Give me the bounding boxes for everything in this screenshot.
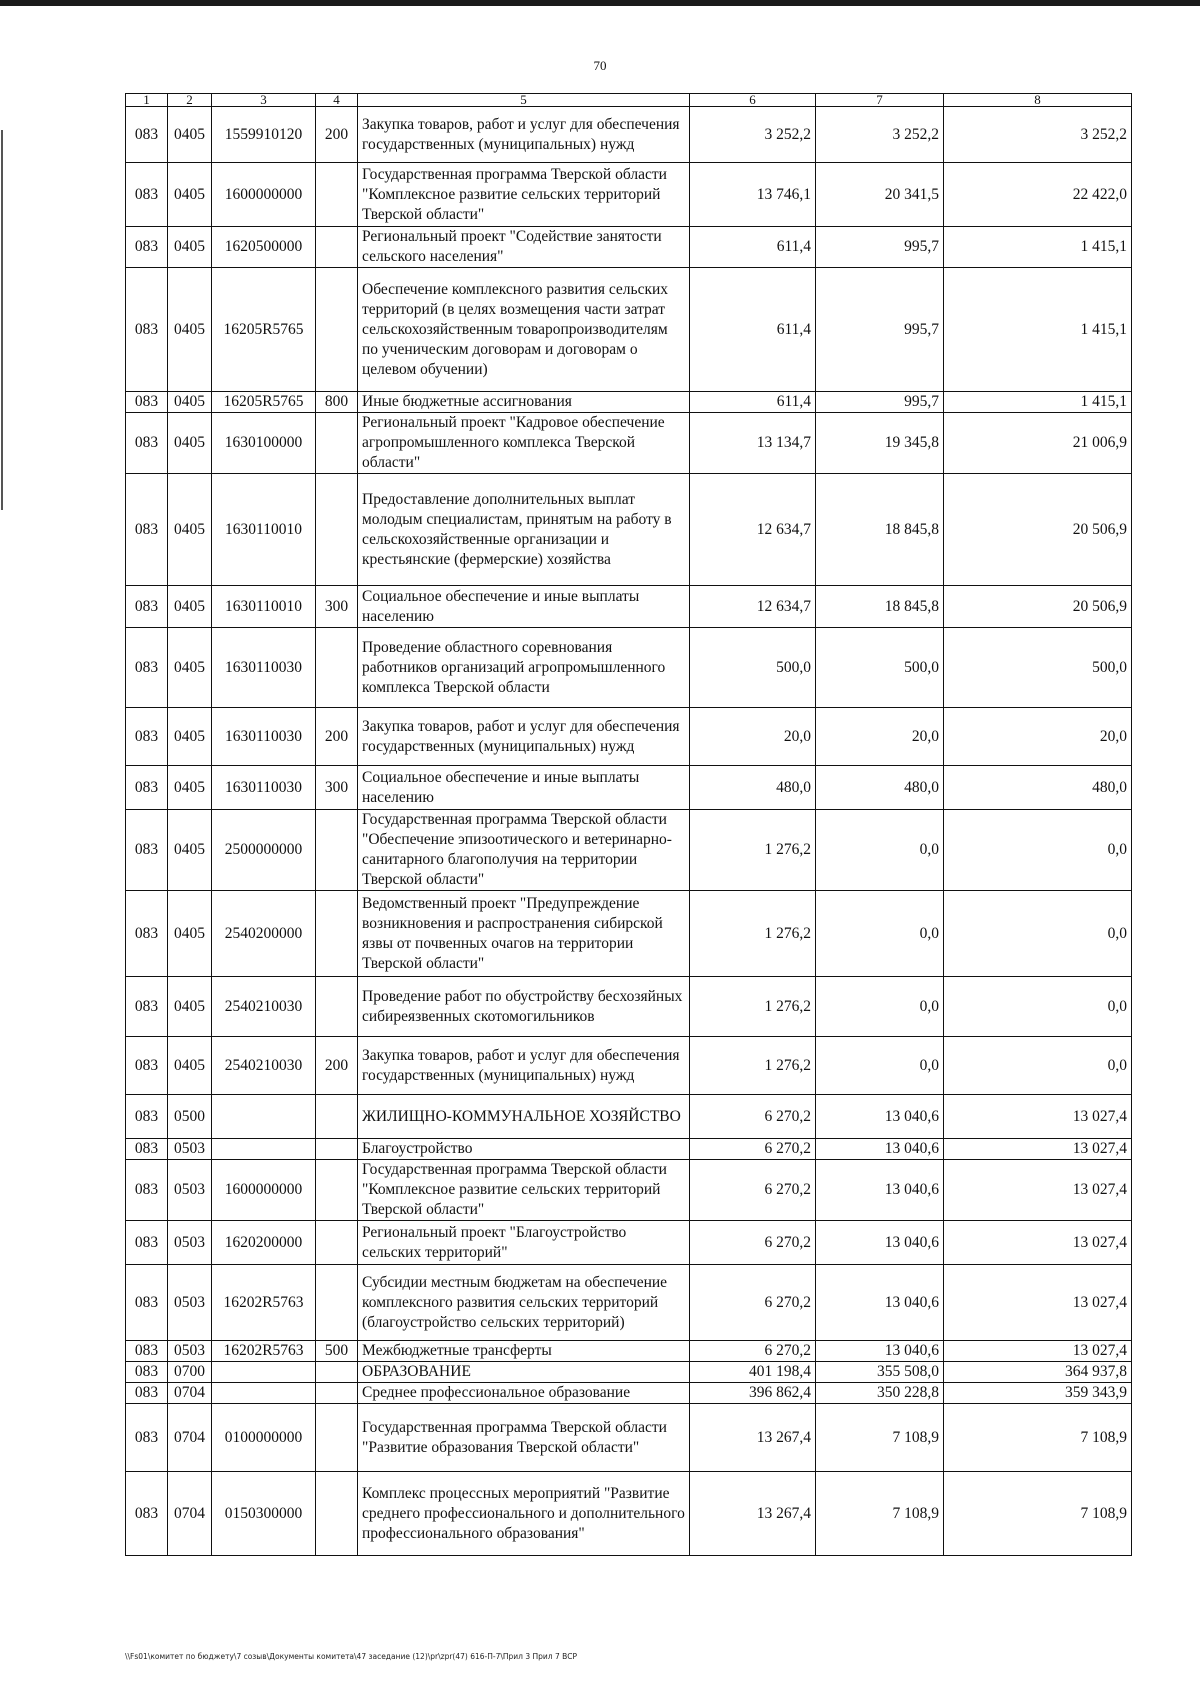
- cell-amount-year1: 401 198,4: [690, 1362, 816, 1383]
- cell-expense-type: [316, 977, 358, 1037]
- cell-section-code: 0405: [168, 107, 212, 163]
- cell-target-article: 16202R5763: [212, 1265, 316, 1341]
- cell-expense-type: [316, 474, 358, 586]
- table-row: [126, 810, 1132, 891]
- cell-section-code: 0503: [168, 1139, 212, 1160]
- table-row: [126, 586, 1132, 628]
- cell-expense-type: [316, 163, 358, 227]
- cell-name: Субсидии местным бюджетам на обеспечение комплексного развития сельских территорий (благоустройство сельских территорий): [358, 1265, 690, 1341]
- cell-admin-code: 083: [126, 413, 168, 474]
- cell-expense-type: [316, 1404, 358, 1472]
- cell-section-code: 0704: [168, 1472, 212, 1556]
- cell-amount-year2: 995,7: [816, 392, 944, 413]
- table-row: [126, 1095, 1132, 1139]
- cell-expense-type: [316, 1160, 358, 1221]
- table-row: [126, 1341, 1132, 1362]
- cell-admin-code: 083: [126, 1362, 168, 1383]
- cell-name: Предоставление дополнительных выплат молодым специалистам, принятым на работу в сельскохозяйственные организации и крестьянские (фермерские) хозяйства: [358, 474, 690, 586]
- cell-admin-code: 083: [126, 977, 168, 1037]
- cell-amount-year3: 13 027,4: [944, 1139, 1132, 1160]
- cell-name: Государственная программа Тверской области "Развитие образования Тверской области": [358, 1404, 690, 1472]
- table-row: [126, 891, 1132, 977]
- cell-admin-code: 083: [126, 107, 168, 163]
- cell-target-article: 2500000000: [212, 810, 316, 891]
- cell-target-article: 1630110030: [212, 628, 316, 708]
- cell-name: Региональный проект "Благоустройство сельских территорий": [358, 1221, 690, 1265]
- cell-amount-year3: 359 343,9: [944, 1383, 1132, 1404]
- cell-amount-year3: 3 252,2: [944, 107, 1132, 163]
- cell-admin-code: 083: [126, 810, 168, 891]
- cell-amount-year1: 611,4: [690, 268, 816, 392]
- cell-expense-type: [316, 891, 358, 977]
- cell-target-article: 1600000000: [212, 163, 316, 227]
- cell-admin-code: 083: [126, 1095, 168, 1139]
- cell-name: Закупка товаров, работ и услуг для обеспечения государственных (муниципальных) нужд: [358, 1037, 690, 1095]
- table-row: [126, 1037, 1132, 1095]
- cell-amount-year1: 13 746,1: [690, 163, 816, 227]
- cell-amount-year3: 1 415,1: [944, 268, 1132, 392]
- cell-admin-code: 083: [126, 1404, 168, 1472]
- cell-expense-type: [316, 628, 358, 708]
- cell-target-article: 2540200000: [212, 891, 316, 977]
- cell-section-code: 0405: [168, 708, 212, 766]
- cell-amount-year2: 13 040,6: [816, 1139, 944, 1160]
- cell-admin-code: 083: [126, 474, 168, 586]
- cell-section-code: 0704: [168, 1404, 212, 1472]
- cell-admin-code: 083: [126, 708, 168, 766]
- cell-admin-code: 083: [126, 586, 168, 628]
- cell-amount-year3: 21 006,9: [944, 413, 1132, 474]
- table-row: [126, 268, 1132, 392]
- cell-amount-year1: 13 267,4: [690, 1472, 816, 1556]
- cell-section-code: 0405: [168, 766, 212, 810]
- cell-amount-year2: 0,0: [816, 810, 944, 891]
- cell-admin-code: 083: [126, 1341, 168, 1362]
- cell-section-code: 0405: [168, 810, 212, 891]
- table-row: [126, 1362, 1132, 1383]
- cell-amount-year2: 995,7: [816, 227, 944, 268]
- table-row: [126, 163, 1132, 227]
- table-row: [126, 628, 1132, 708]
- cell-amount-year3: 7 108,9: [944, 1472, 1132, 1556]
- cell-amount-year1: 6 270,2: [690, 1095, 816, 1139]
- cell-amount-year2: 13 040,6: [816, 1341, 944, 1362]
- cell-admin-code: 083: [126, 268, 168, 392]
- cell-amount-year1: 13 267,4: [690, 1404, 816, 1472]
- cell-target-article: 1620200000: [212, 1221, 316, 1265]
- cell-amount-year3: 13 027,4: [944, 1265, 1132, 1341]
- cell-name: Закупка товаров, работ и услуг для обеспечения государственных (муниципальных) нужд: [358, 107, 690, 163]
- cell-admin-code: 083: [126, 1383, 168, 1404]
- cell-admin-code: 083: [126, 392, 168, 413]
- cell-target-article: [212, 1095, 316, 1139]
- cell-admin-code: 083: [126, 766, 168, 810]
- page-number: 70: [593, 58, 607, 73]
- cell-amount-year1: 13 134,7: [690, 413, 816, 474]
- cell-expense-type: [316, 268, 358, 392]
- cell-amount-year1: 1 276,2: [690, 1037, 816, 1095]
- cell-expense-type: [316, 1265, 358, 1341]
- cell-expense-type: 200: [316, 708, 358, 766]
- cell-amount-year2: 350 228,8: [816, 1383, 944, 1404]
- budget-table: [125, 93, 1132, 1556]
- column-header: 1: [126, 94, 168, 107]
- table-row: [126, 227, 1132, 268]
- cell-amount-year2: 0,0: [816, 891, 944, 977]
- cell-section-code: 0405: [168, 227, 212, 268]
- cell-amount-year1: 1 276,2: [690, 891, 816, 977]
- cell-section-code: 0405: [168, 474, 212, 586]
- cell-amount-year2: 13 040,6: [816, 1265, 944, 1341]
- cell-expense-type: [316, 413, 358, 474]
- cell-target-article: 2540210030: [212, 1037, 316, 1095]
- cell-name: ЖИЛИЩНО-КОММУНАЛЬНОЕ ХОЗЯЙСТВО: [358, 1095, 690, 1139]
- cell-admin-code: 083: [126, 628, 168, 708]
- cell-amount-year2: 13 040,6: [816, 1095, 944, 1139]
- cell-amount-year3: 0,0: [944, 1037, 1132, 1095]
- cell-name: Ведомственный проект "Предупреждение возникновения и распространения сибирской язвы от почвенных очагов на территории Тверской области": [358, 891, 690, 977]
- cell-amount-year2: 13 040,6: [816, 1160, 944, 1221]
- cell-expense-type: 200: [316, 107, 358, 163]
- cell-section-code: 0503: [168, 1341, 212, 1362]
- table-row: [126, 1383, 1132, 1404]
- cell-amount-year2: 7 108,9: [816, 1472, 944, 1556]
- cell-amount-year2: 500,0: [816, 628, 944, 708]
- cell-name: Региональный проект "Содействие занятости сельского населения": [358, 227, 690, 268]
- cell-expense-type: [316, 227, 358, 268]
- cell-section-code: 0503: [168, 1160, 212, 1221]
- cell-amount-year3: 13 027,4: [944, 1221, 1132, 1265]
- cell-section-code: 0405: [168, 413, 212, 474]
- cell-section-code: 0405: [168, 586, 212, 628]
- cell-target-article: 0150300000: [212, 1472, 316, 1556]
- cell-amount-year2: 18 845,8: [816, 474, 944, 586]
- cell-admin-code: 083: [126, 1037, 168, 1095]
- cell-amount-year1: 480,0: [690, 766, 816, 810]
- column-header: 2: [168, 94, 212, 107]
- table-row: [126, 1221, 1132, 1265]
- cell-amount-year1: 1 276,2: [690, 977, 816, 1037]
- cell-section-code: 0405: [168, 268, 212, 392]
- cell-section-code: 0704: [168, 1383, 212, 1404]
- cell-target-article: 1620500000: [212, 227, 316, 268]
- column-header: 8: [944, 94, 1132, 107]
- column-header: 4: [316, 94, 358, 107]
- cell-admin-code: 083: [126, 1139, 168, 1160]
- cell-expense-type: 300: [316, 766, 358, 810]
- cell-target-article: 2540210030: [212, 977, 316, 1037]
- cell-name: ОБРАЗОВАНИЕ: [358, 1362, 690, 1383]
- cell-amount-year2: 480,0: [816, 766, 944, 810]
- cell-target-article: 1630100000: [212, 413, 316, 474]
- cell-amount-year3: 13 027,4: [944, 1341, 1132, 1362]
- cell-admin-code: 083: [126, 1472, 168, 1556]
- cell-amount-year1: 20,0: [690, 708, 816, 766]
- cell-amount-year1: 6 270,2: [690, 1265, 816, 1341]
- table-row: [126, 708, 1132, 766]
- cell-admin-code: 083: [126, 1265, 168, 1341]
- cell-section-code: 0405: [168, 977, 212, 1037]
- cell-amount-year3: 0,0: [944, 891, 1132, 977]
- cell-amount-year3: 0,0: [944, 810, 1132, 891]
- cell-admin-code: 083: [126, 1221, 168, 1265]
- cell-amount-year3: 364 937,8: [944, 1362, 1132, 1383]
- table-row: [126, 392, 1132, 413]
- cell-amount-year2: 0,0: [816, 1037, 944, 1095]
- cell-name: Межбюджетные трансферты: [358, 1341, 690, 1362]
- cell-expense-type: [316, 1472, 358, 1556]
- cell-amount-year3: 1 415,1: [944, 392, 1132, 413]
- cell-name: Благоустройство: [358, 1139, 690, 1160]
- cell-name: Проведение областного соревнования работников организаций агропромышленного комплекса Тверской области: [358, 628, 690, 708]
- cell-amount-year1: 12 634,7: [690, 586, 816, 628]
- cell-amount-year1: 6 270,2: [690, 1221, 816, 1265]
- cell-section-code: 0503: [168, 1265, 212, 1341]
- cell-admin-code: 083: [126, 227, 168, 268]
- cell-amount-year1: 12 634,7: [690, 474, 816, 586]
- cell-target-article: 0100000000: [212, 1404, 316, 1472]
- cell-section-code: 0700: [168, 1362, 212, 1383]
- cell-name: Проведение работ по обустройству бесхозяйных сибиреязвенных скотомогильников: [358, 977, 690, 1037]
- cell-amount-year1: 396 862,4: [690, 1383, 816, 1404]
- cell-name: Иные бюджетные ассигнования: [358, 392, 690, 413]
- cell-amount-year3: 480,0: [944, 766, 1132, 810]
- table-row: [126, 1139, 1132, 1160]
- column-header: 5: [358, 94, 690, 107]
- cell-amount-year3: 13 027,4: [944, 1160, 1132, 1221]
- cell-expense-type: [316, 1362, 358, 1383]
- cell-target-article: 16205R5765: [212, 268, 316, 392]
- cell-target-article: [212, 1139, 316, 1160]
- table-row: [126, 766, 1132, 810]
- cell-amount-year3: 7 108,9: [944, 1404, 1132, 1472]
- cell-amount-year1: 6 270,2: [690, 1341, 816, 1362]
- cell-amount-year3: 20 506,9: [944, 474, 1132, 586]
- cell-expense-type: 200: [316, 1037, 358, 1095]
- cell-amount-year2: 355 508,0: [816, 1362, 944, 1383]
- cell-amount-year1: 611,4: [690, 227, 816, 268]
- scan-edge-left: [1, 130, 3, 510]
- cell-expense-type: [316, 1095, 358, 1139]
- cell-target-article: 1630110010: [212, 586, 316, 628]
- column-header: 6: [690, 94, 816, 107]
- cell-name: Социальное обеспечение и иные выплаты населению: [358, 586, 690, 628]
- column-number-row: [126, 94, 1132, 107]
- cell-amount-year1: 6 270,2: [690, 1139, 816, 1160]
- cell-section-code: 0405: [168, 392, 212, 413]
- cell-name: Социальное обеспечение и иные выплаты населению: [358, 766, 690, 810]
- cell-target-article: 1630110010: [212, 474, 316, 586]
- cell-name: Обеспечение комплексного развития сельских территорий (в целях возмещения части затрат сельскохозяйственным товаропроизводителям по ученическим договорам и договорам о целевом обучении): [358, 268, 690, 392]
- cell-name: Государственная программа Тверской области "Комплексное развитие сельских территорий Тверской области": [358, 163, 690, 227]
- scan-edge: [0, 0, 1200, 6]
- cell-expense-type: [316, 810, 358, 891]
- cell-amount-year2: 13 040,6: [816, 1221, 944, 1265]
- cell-expense-type: 300: [316, 586, 358, 628]
- cell-amount-year2: 20,0: [816, 708, 944, 766]
- cell-amount-year2: 20 341,5: [816, 163, 944, 227]
- column-header: 3: [212, 94, 316, 107]
- cell-section-code: 0405: [168, 1037, 212, 1095]
- cell-target-article: [212, 1383, 316, 1404]
- cell-amount-year2: 3 252,2: [816, 107, 944, 163]
- table-row: [126, 977, 1132, 1037]
- table-row: [126, 474, 1132, 586]
- cell-target-article: 16202R5763: [212, 1341, 316, 1362]
- cell-admin-code: 083: [126, 1160, 168, 1221]
- cell-expense-type: [316, 1383, 358, 1404]
- cell-section-code: 0405: [168, 891, 212, 977]
- cell-section-code: 0405: [168, 163, 212, 227]
- cell-amount-year3: 20,0: [944, 708, 1132, 766]
- table-row: [126, 107, 1132, 163]
- cell-expense-type: 500: [316, 1341, 358, 1362]
- cell-target-article: 1630110030: [212, 766, 316, 810]
- cell-section-code: 0503: [168, 1221, 212, 1265]
- table-row: [126, 1160, 1132, 1221]
- cell-amount-year1: 6 270,2: [690, 1160, 816, 1221]
- cell-amount-year2: 995,7: [816, 268, 944, 392]
- table-row: [126, 413, 1132, 474]
- cell-name: Среднее профессиональное образование: [358, 1383, 690, 1404]
- cell-name: Государственная программа Тверской области "Обеспечение эпизоотического и ветеринарно-санитарного благополучия на территории Тверской области": [358, 810, 690, 891]
- file-path-footer: \\Fs01\комитет по бюджету\7 созыв\Документы комитета\47 заседание (12)\pr\zpr(47) 616-П-7\Прил 3 Прил 7 ВСР: [125, 1652, 578, 1661]
- cell-amount-year2: 7 108,9: [816, 1404, 944, 1472]
- cell-name: Комплекс процессных мероприятий "Развитие среднего профессионального и дополнительного профессионального образования": [358, 1472, 690, 1556]
- cell-target-article: [212, 1362, 316, 1383]
- cell-amount-year3: 13 027,4: [944, 1095, 1132, 1139]
- cell-admin-code: 083: [126, 163, 168, 227]
- cell-target-article: 16205R5765: [212, 392, 316, 413]
- cell-amount-year1: 3 252,2: [690, 107, 816, 163]
- cell-amount-year1: 500,0: [690, 628, 816, 708]
- cell-target-article: 1559910120: [212, 107, 316, 163]
- cell-amount-year3: 1 415,1: [944, 227, 1132, 268]
- table-row: [126, 1265, 1132, 1341]
- cell-name: Закупка товаров, работ и услуг для обеспечения государственных (муниципальных) нужд: [358, 708, 690, 766]
- cell-amount-year2: 18 845,8: [816, 586, 944, 628]
- cell-section-code: 0500: [168, 1095, 212, 1139]
- cell-amount-year3: 20 506,9: [944, 586, 1132, 628]
- cell-target-article: 1600000000: [212, 1160, 316, 1221]
- column-header: 7: [816, 94, 944, 107]
- cell-amount-year3: 22 422,0: [944, 163, 1132, 227]
- cell-target-article: 1630110030: [212, 708, 316, 766]
- cell-amount-year2: 19 345,8: [816, 413, 944, 474]
- cell-section-code: 0405: [168, 628, 212, 708]
- cell-expense-type: 800: [316, 392, 358, 413]
- cell-amount-year3: 500,0: [944, 628, 1132, 708]
- table-row: [126, 1404, 1132, 1472]
- table-row: [126, 1472, 1132, 1556]
- cell-amount-year1: 611,4: [690, 392, 816, 413]
- cell-expense-type: [316, 1139, 358, 1160]
- cell-amount-year1: 1 276,2: [690, 810, 816, 891]
- table-body: [126, 107, 1132, 1556]
- cell-admin-code: 083: [126, 891, 168, 977]
- cell-name: Государственная программа Тверской области "Комплексное развитие сельских территорий Тверской области": [358, 1160, 690, 1221]
- cell-amount-year2: 0,0: [816, 977, 944, 1037]
- cell-name: Региональный проект "Кадровое обеспечение агропромышленного комплекса Тверской области": [358, 413, 690, 474]
- cell-amount-year3: 0,0: [944, 977, 1132, 1037]
- cell-expense-type: [316, 1221, 358, 1265]
